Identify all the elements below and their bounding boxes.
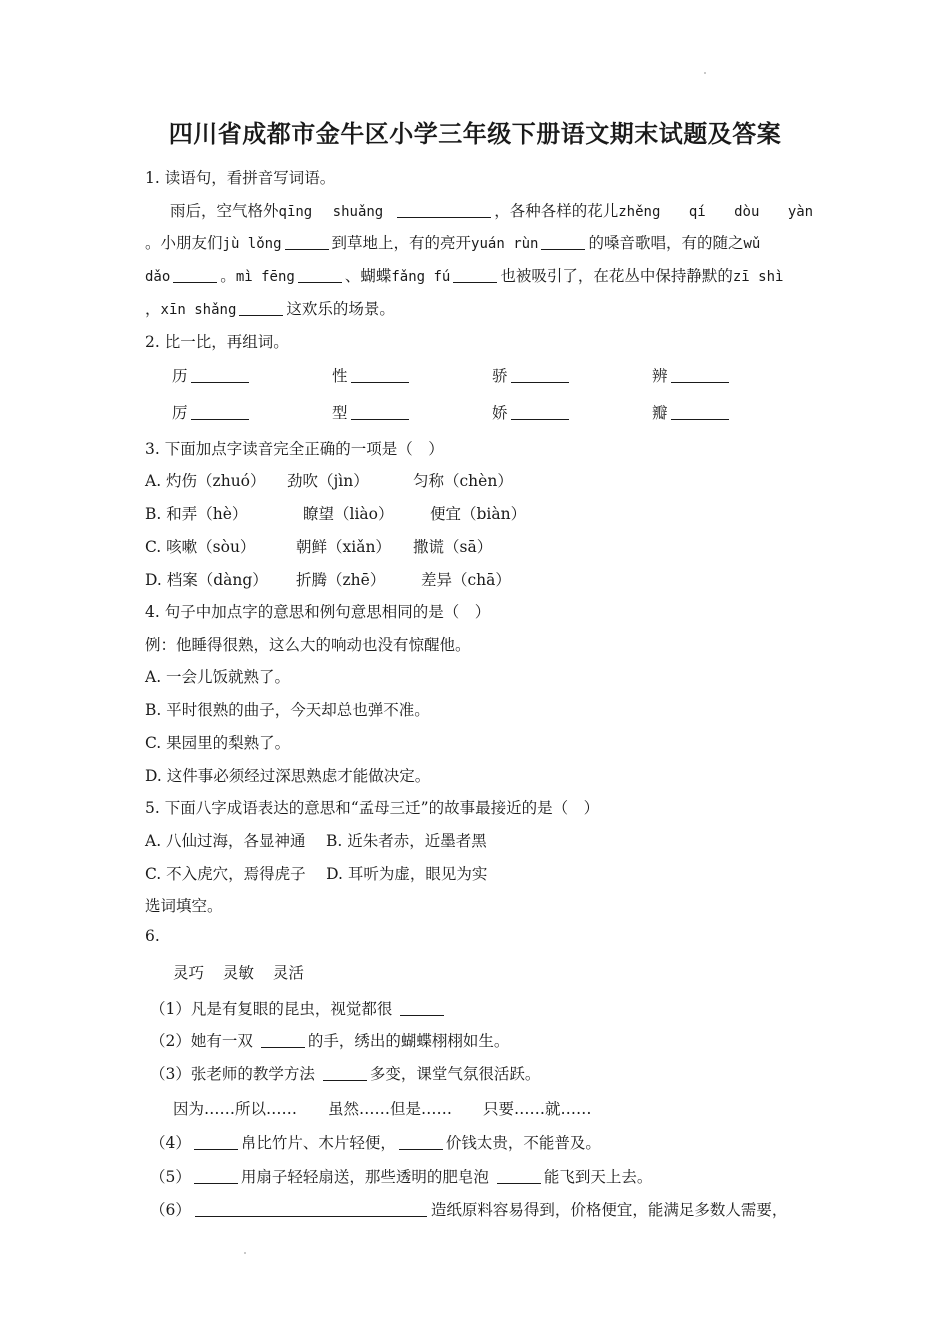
q6-text: （6） <box>150 1201 191 1219</box>
q5-options-ab: A. 八仙过海，各显神通 B. 近朱者赤，近墨者黑 <box>145 832 487 850</box>
q6-text: （3）张老师的教学方法 <box>150 1065 315 1083</box>
scan-speck <box>244 1252 246 1254</box>
q4-option: D. 这件事必须经过深思熟虑才能做决定。 <box>145 767 431 785</box>
q6-sentence-2 <box>150 1029 509 1051</box>
q1-text: 也被吸引了，在花丛中保持静默的 <box>500 267 733 285</box>
pinyin-wudao: dǎo <box>145 269 171 285</box>
q2-item <box>652 401 732 423</box>
answer-blank[interactable] <box>511 403 569 420</box>
q3-option: 撒谎（sā） <box>413 538 493 556</box>
answer-blank[interactable] <box>191 366 249 383</box>
answer-blank[interactable] <box>351 366 409 383</box>
q6-text: （4） <box>150 1134 191 1152</box>
q1-text: 这欢乐的场景。 <box>286 300 395 318</box>
q6-sentence-5 <box>150 1165 652 1187</box>
q2-char: 娇 <box>492 404 508 422</box>
q3-stem: 3. 下面加点字读音完全正确的一项是（ ） <box>145 440 444 458</box>
q1-line-2 <box>145 231 760 253</box>
q1-text: 。小朋友们 <box>145 234 223 252</box>
q1-line-4 <box>145 297 395 319</box>
answer-blank[interactable] <box>351 403 409 420</box>
q6-text: 的手，绣出的蝴蝶栩栩如生。 <box>307 1032 510 1050</box>
pinyin-julong: jù lǒng <box>222 236 282 252</box>
q6-sentence-1 <box>150 997 447 1019</box>
q2-char: 骄 <box>492 367 508 385</box>
answer-blank[interactable] <box>261 1031 305 1048</box>
q2-char: 辨 <box>652 367 668 385</box>
q6-text: 造纸原料容易得到，价格便宜，能满足多数人需要， <box>430 1201 788 1219</box>
answer-blank[interactable] <box>511 366 569 383</box>
q6-text: （5） <box>150 1168 191 1186</box>
pinyin-mifeng: mì fēng <box>235 269 295 285</box>
q1-text: 雨后，空气格外 <box>170 202 279 220</box>
q1-line-1 <box>170 199 813 221</box>
q2-item <box>492 401 572 423</box>
answer-blank[interactable] <box>298 266 342 283</box>
q2-item <box>492 364 572 386</box>
q6-text: 多变，课堂气氛很活跃。 <box>369 1065 541 1083</box>
answer-blank[interactable] <box>453 266 497 283</box>
q3-option: 便宜（biàn） <box>430 505 527 523</box>
pinyin-wudao: wǔ <box>743 236 761 252</box>
q2-item <box>332 401 412 423</box>
q4-option: A. 一会儿饭就熟了。 <box>145 668 291 686</box>
answer-blank[interactable] <box>191 403 249 420</box>
q6-text: 价钱太贵，不能普及。 <box>445 1134 601 1152</box>
answer-blank[interactable] <box>497 1167 541 1184</box>
answer-blank[interactable] <box>671 366 729 383</box>
q3-option: 差异（chā） <box>421 571 511 589</box>
answer-blank[interactable] <box>323 1064 367 1081</box>
q6-sentence-4 <box>150 1131 601 1153</box>
pinyin-zhengqidouyan: zhěng qí dòu yàn <box>618 204 814 220</box>
scan-speck <box>704 72 706 74</box>
pinyin-qingshuang: qīng shuǎng <box>278 204 384 220</box>
answer-blank[interactable] <box>397 201 491 218</box>
q2-char: 历 <box>172 367 188 385</box>
q2-char: 瓣 <box>652 404 668 422</box>
q3-option: 折腾（zhē） <box>296 571 386 589</box>
answer-blank[interactable] <box>671 403 729 420</box>
q6-text: 帛比竹片、木片轻便， <box>240 1134 396 1152</box>
answer-blank[interactable] <box>541 233 585 250</box>
q3-option: 瞭望（liào） <box>303 505 394 523</box>
q6-text: 能飞到天上去。 <box>543 1168 653 1186</box>
q6-connective-bank: 因为……所以…… 虽然……但是…… 只要……就…… <box>173 1100 592 1118</box>
q5-options-cd: C. 不入虎穴，焉得虎子 D. 耳听为虚，眼见为实 <box>145 865 488 883</box>
q1-line-3 <box>145 264 783 286</box>
q6-text: （2）她有一双 <box>150 1032 253 1050</box>
answer-blank[interactable] <box>194 1133 238 1150</box>
q1-stem: 1. 读语句，看拼音写词语。 <box>145 169 336 187</box>
q4-example: 例：他睡得很熟，这么大的响动也没有惊醒他。 <box>145 636 471 654</box>
answer-blank[interactable] <box>399 1133 443 1150</box>
q2-char: 厉 <box>172 404 188 422</box>
q6-intro: 选词填空。 <box>145 897 223 915</box>
q3-option: 劲吹（jìn） <box>287 472 369 490</box>
q4-option: C. 果园里的梨熟了。 <box>145 734 291 752</box>
answer-blank[interactable] <box>195 1200 427 1217</box>
q2-item <box>652 364 732 386</box>
answer-blank[interactable] <box>400 999 444 1016</box>
q1-text: 。 <box>220 267 236 285</box>
q6-text: 用扇子轻轻扇送，那些透明的肥皂泡 <box>240 1168 489 1186</box>
q2-item <box>172 364 252 386</box>
q6-word-bank: 灵巧 灵敏 灵活 <box>173 964 304 982</box>
page-title: 四川省成都市金牛区小学三年级下册语文期末试题及答案 <box>168 120 782 148</box>
q4-option: B. 平时很熟的曲子，今天却总也弹不准。 <box>145 701 430 719</box>
q3-option: 朝鲜（xiǎn） <box>296 538 391 556</box>
q3-option: B. 和弄（hè） <box>145 505 248 523</box>
q3-option: C. 咳嗽（sòu） <box>145 538 256 556</box>
answer-blank[interactable] <box>239 299 283 316</box>
q6-number: 6. <box>145 927 160 945</box>
q2-item <box>332 364 412 386</box>
q1-text: 到草地上，有的亮开 <box>331 234 472 252</box>
q3-option: A. 灼伤（zhuó） <box>145 472 266 490</box>
q2-stem: 2. 比一比，再组词。 <box>145 333 289 351</box>
q1-text: 、蝴蝶 <box>344 267 392 285</box>
q3-option: D. 档案（dàng） <box>145 571 268 589</box>
q6-sentence-6 <box>150 1198 787 1220</box>
q1-text: ， <box>145 300 161 318</box>
q3-option: 匀称（chèn） <box>413 472 513 490</box>
pinyin-zishi: zī shì <box>732 269 784 285</box>
answer-blank[interactable] <box>173 266 217 283</box>
q1-text: ，各种各样的花儿 <box>494 202 619 220</box>
q2-char: 性 <box>332 367 348 385</box>
answer-blank[interactable] <box>194 1167 238 1184</box>
q2-char: 型 <box>332 404 348 422</box>
q2-item <box>172 401 252 423</box>
pinyin-xinshang: xīn shǎng <box>160 302 237 318</box>
q6-text: （1）凡是有复眼的昆虫，视觉都很 <box>150 1000 393 1018</box>
q1-text: 的嗓音歌唱，有的随之 <box>588 234 744 252</box>
answer-blank[interactable] <box>285 233 329 250</box>
q4-stem: 4. 句子中加点字的意思和例句意思相同的是（ ） <box>145 603 491 621</box>
pinyin-fangfu: fǎng fú <box>391 269 451 285</box>
q6-sentence-3 <box>150 1062 540 1084</box>
q5-stem: 5. 下面八字成语表达的意思和“孟母三迁”的故事最接近的是（ ） <box>145 799 600 817</box>
pinyin-yuanrun: yuán rùn <box>471 236 539 252</box>
